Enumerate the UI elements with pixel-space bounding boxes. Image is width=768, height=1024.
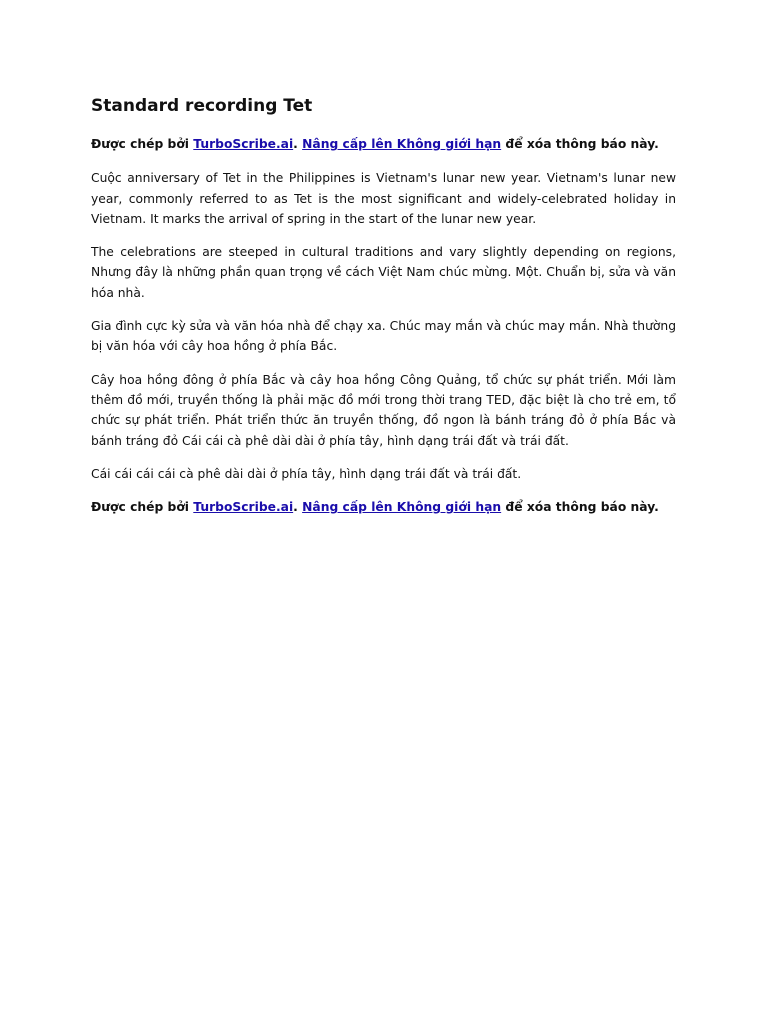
upgrade-unlimited-link[interactable]: Nâng cấp lên Không giới hạn (302, 137, 502, 151)
notice-suffix: để xóa thông báo này. (501, 500, 659, 515)
notice-separator: . (293, 137, 303, 151)
turboscribe-link[interactable]: TurboScribe.ai (193, 500, 294, 515)
notice-suffix: để xóa thông báo này. (501, 137, 659, 151)
paragraph-1: Cuộc anniversary of Tet in the Philippines is Vietnam's lunar new year. Vietnam's lunar new year, commonly referred to as Tet is the most significant and widely-celebrated holiday in Vietnam. It marks the arrival of spring in the start of the lunar new year. (91, 171, 676, 226)
document-title: Standard recording Tet (91, 96, 313, 116)
notice-separator: . (293, 500, 303, 515)
notice-prefix: Được chép bởi (91, 137, 194, 151)
upgrade-unlimited-link[interactable]: Nâng cấp lên Không giới hạn (302, 500, 502, 515)
notice-prefix: Được chép bởi (91, 500, 194, 515)
paragraph-5: Cái cái cái cái cà phê dài dài ở phía tây, hình dạng trái đất và trái đất. (91, 466, 522, 481)
paragraph-2: The celebrations are steeped in cultural traditions and vary slightly depending on regions, Nhưng đây là những phần quan trọng về cách Việt Nam chúc mừng. Một. Chuẩn bị, sửa và văn hóa nhà. (91, 245, 676, 300)
turboscribe-link[interactable]: TurboScribe.ai (193, 137, 294, 151)
transcription-notice-top (91, 134, 676, 154)
paragraph-3: Gia đình cực kỳ sửa và văn hóa nhà để chạy xa. Chúc may mắn và chúc may mắn. Nhà thường bị văn hóa với cây hoa hồng ở phía Bắc. (91, 319, 676, 354)
transcription-notice-bottom (91, 497, 676, 517)
paragraph-4: Cây hoa hồng đông ở phía Bắc và cây hoa hồng Công Quảng, tổ chức sự phát triển. Mới làm thêm đồ mới, truyền thống là phải mặc đồ mới trong thời trang TED, đặc biệt là cho trẻ em, tổ chức sự phát triển. Phát triển thức ăn truyền thống, đồ ngon là bánh tráng đỏ ở phía Bắc và bánh tráng đỏ Cái cái cà phê dài dài ở phía tây, hình dạng trái đất và trái đất. (91, 372, 676, 448)
